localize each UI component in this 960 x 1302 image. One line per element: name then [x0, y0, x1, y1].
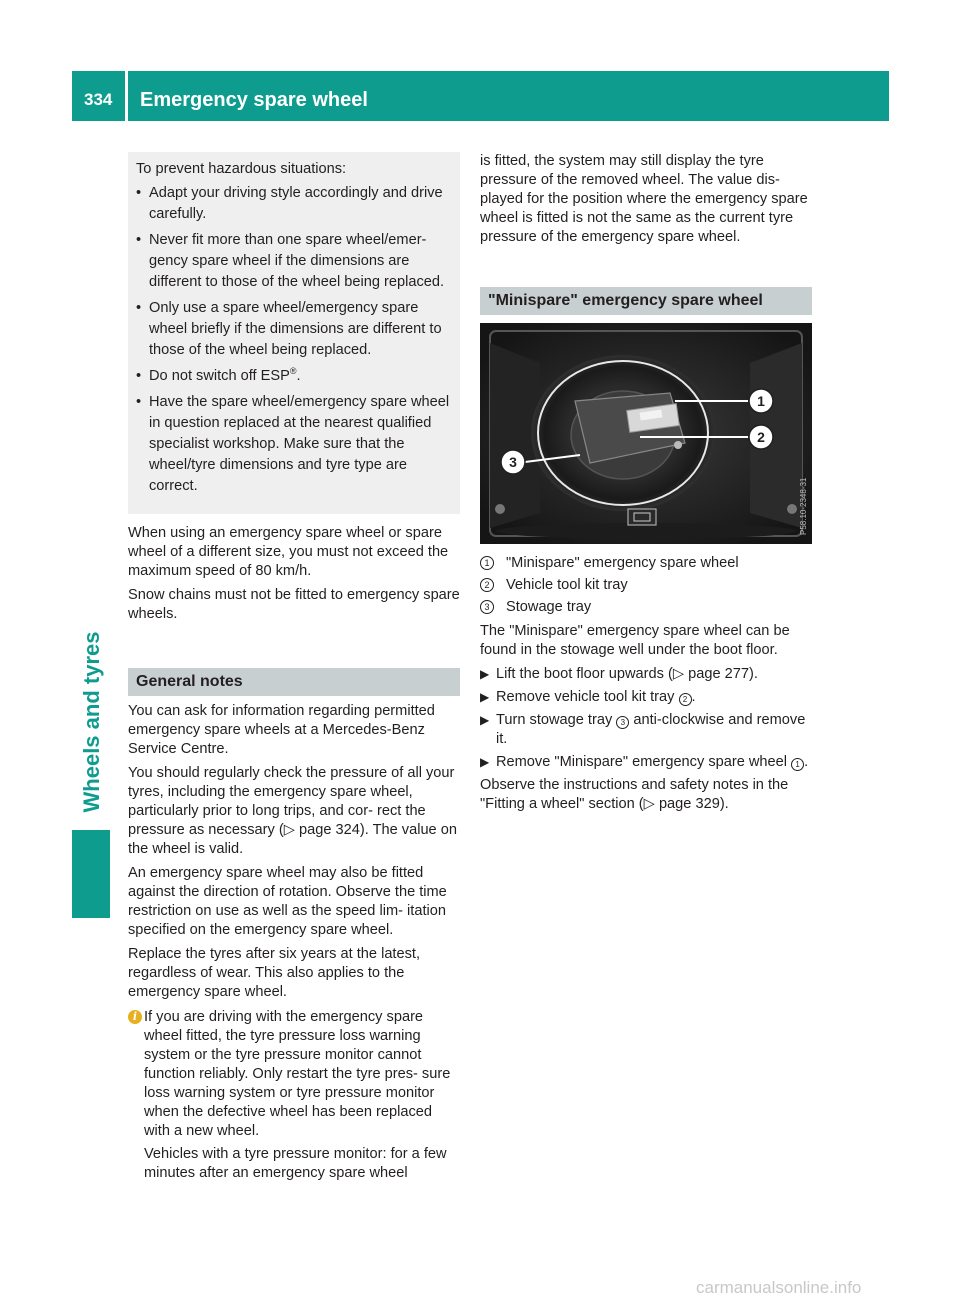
paragraph-continued: is fitted, the system may still display the tyre pressure of the removed wheel. The value dis- played for the position where the emergency spare wheel is fitted is not the same as the current tyre pressure of the emergency spare wheel. [480, 153, 808, 245]
step-arrow-icon: ▶ [480, 690, 490, 704]
step-remove-tool-kit: ▶ Remove vehicle tool kit tray 2 . [480, 689, 696, 705]
header-divider [125, 71, 128, 121]
step-arrow-icon: ▶ [480, 667, 490, 681]
bullet-dot-icon: • [136, 394, 142, 410]
paragraph: You should regularly check the pressure of all your tyres, including the emergency spare wheel, particularly prior to long trips, and cor- rect the pressure as necessary (▷ page 324). The value on the wheel is valid. [128, 765, 457, 857]
legend-item [480, 574, 812, 596]
info-paragraph: If you are driving with the emergency spare wheel fitted, the tyre pressure loss warning system or the tyre pressure monitor cannot function reliably. Only restart the tyre pres- sure loss warning system or tyre pressure monitor when the defective wheel has been replaced with a new wheel. [144, 1009, 451, 1139]
step-arrow-icon: ▶ [480, 755, 490, 769]
legend-text: "Minispare" emergency spare wheel [506, 555, 739, 571]
warning-bullet: • Do not switch off ESP®. [136, 366, 452, 387]
legend-item [480, 596, 812, 618]
boot-latch [628, 509, 656, 525]
warning-list [136, 183, 452, 497]
warning-bullet: • Adapt your driving style accordingly and drive carefully. [136, 185, 443, 222]
side-tab-marker [72, 830, 110, 918]
bullet-dot-icon: • [136, 300, 142, 316]
warning-bullet: • Only use a spare wheel/emergency spare wheel briefly if the dimensions are different to those of the wheel being replaced. [136, 300, 442, 358]
page-header: Emergency spare wheel [140, 89, 368, 111]
bullet-dot-icon: • [136, 368, 142, 384]
registered-mark: ® [289, 366, 297, 377]
paragraph-speed-limit: When using an emergency spare wheel or spare wheel of a different size, you must not exceed the maximum speed of 80 km/h. [128, 525, 449, 579]
info-note [128, 1008, 460, 1183]
step-arrow-icon: ▶ [480, 713, 490, 727]
side-screw-right [787, 504, 797, 514]
info-icon: i [128, 1010, 142, 1024]
figure-code: P58.10-2348-31 [799, 477, 808, 535]
paragraph-snow-chains: Snow chains must not be fitted to emergency spare wheels. [128, 587, 460, 622]
callout-label-1: 1 [757, 393, 765, 409]
step-remove-minispare: ▶ Remove "Minispare" emergency spare wheel 1 . [480, 754, 809, 770]
side-screw-left [495, 504, 505, 514]
callout-ref: 3 [616, 716, 629, 729]
side-tab-label-wrap [70, 622, 114, 822]
callout-ref: 2 [679, 693, 692, 706]
paragraph: An emergency spare wheel may also be fitted against the direction of rotation. Observe the time restriction on use as well as the speed lim- itation specified on the emergency spare wheel. [128, 865, 447, 938]
spare-wheel-figure [480, 323, 812, 544]
warning-intro: To prevent hazardous situations: [136, 161, 347, 177]
watermark: carmanualsonline.info [696, 1278, 862, 1297]
left-column [128, 152, 460, 1187]
legend-text: Vehicle tool kit tray [506, 577, 628, 593]
paragraph: You can ask for information regarding permitted emergency spare wheels at a Mercedes-Benz Service Centre. [128, 703, 435, 757]
warning-box [128, 152, 460, 514]
warning-bullet: • Never fit more than one spare wheel/emer- gency spare wheel if the dimensions are different to those of the wheel being replaced. [136, 232, 445, 290]
paragraph-closing: Observe the instructions and safety notes in the "Fitting a wheel" section (▷ page 329). [480, 777, 789, 812]
step-turn-stowage-tray: ▶ Turn stowage tray 3 anti-clockwise and remove it. [480, 712, 806, 747]
section-heading-general-notes: General notes [128, 668, 460, 696]
paragraph: Replace the tyres after six years at the latest, regardless of wear. This also applies to the emergency spare wheel. [128, 946, 421, 1000]
paragraph-location: The "Minispare" emergency spare wheel can be found in the stowage well under the boot floor. [480, 623, 790, 658]
page-number: 334 [84, 90, 113, 109]
step-lift-boot-floor: ▶ Lift the boot floor upwards (▷ page 277). [480, 666, 758, 682]
bullet-dot-icon: • [136, 232, 142, 248]
callout-ref: 1 [791, 758, 804, 771]
side-tab-label: Wheels and tyres [79, 631, 104, 813]
info-paragraph: Vehicles with a tyre pressure monitor: for a few minutes after an emergency spare wheel [144, 1146, 447, 1181]
callout-label-2: 2 [757, 429, 765, 445]
warning-bullet: • Have the spare wheel/emergency spare wheel in question replaced at the nearest qualified specialist workshop. Make sure that the wheel/tyre dimensions and tyre type are correct. [136, 394, 450, 494]
section-heading-minispare: "Minispare" emergency spare wheel [480, 287, 812, 315]
callout-label-3: 3 [509, 454, 517, 470]
legend-number: 1 [480, 556, 494, 570]
right-column [480, 152, 812, 819]
bullet-dot-icon: • [136, 185, 142, 201]
legend-number: 3 [480, 600, 494, 614]
legend-text: Stowage tray [506, 599, 592, 615]
wheel-hub [674, 441, 682, 449]
legend-number: 2 [480, 578, 494, 592]
legend-item [480, 552, 812, 574]
